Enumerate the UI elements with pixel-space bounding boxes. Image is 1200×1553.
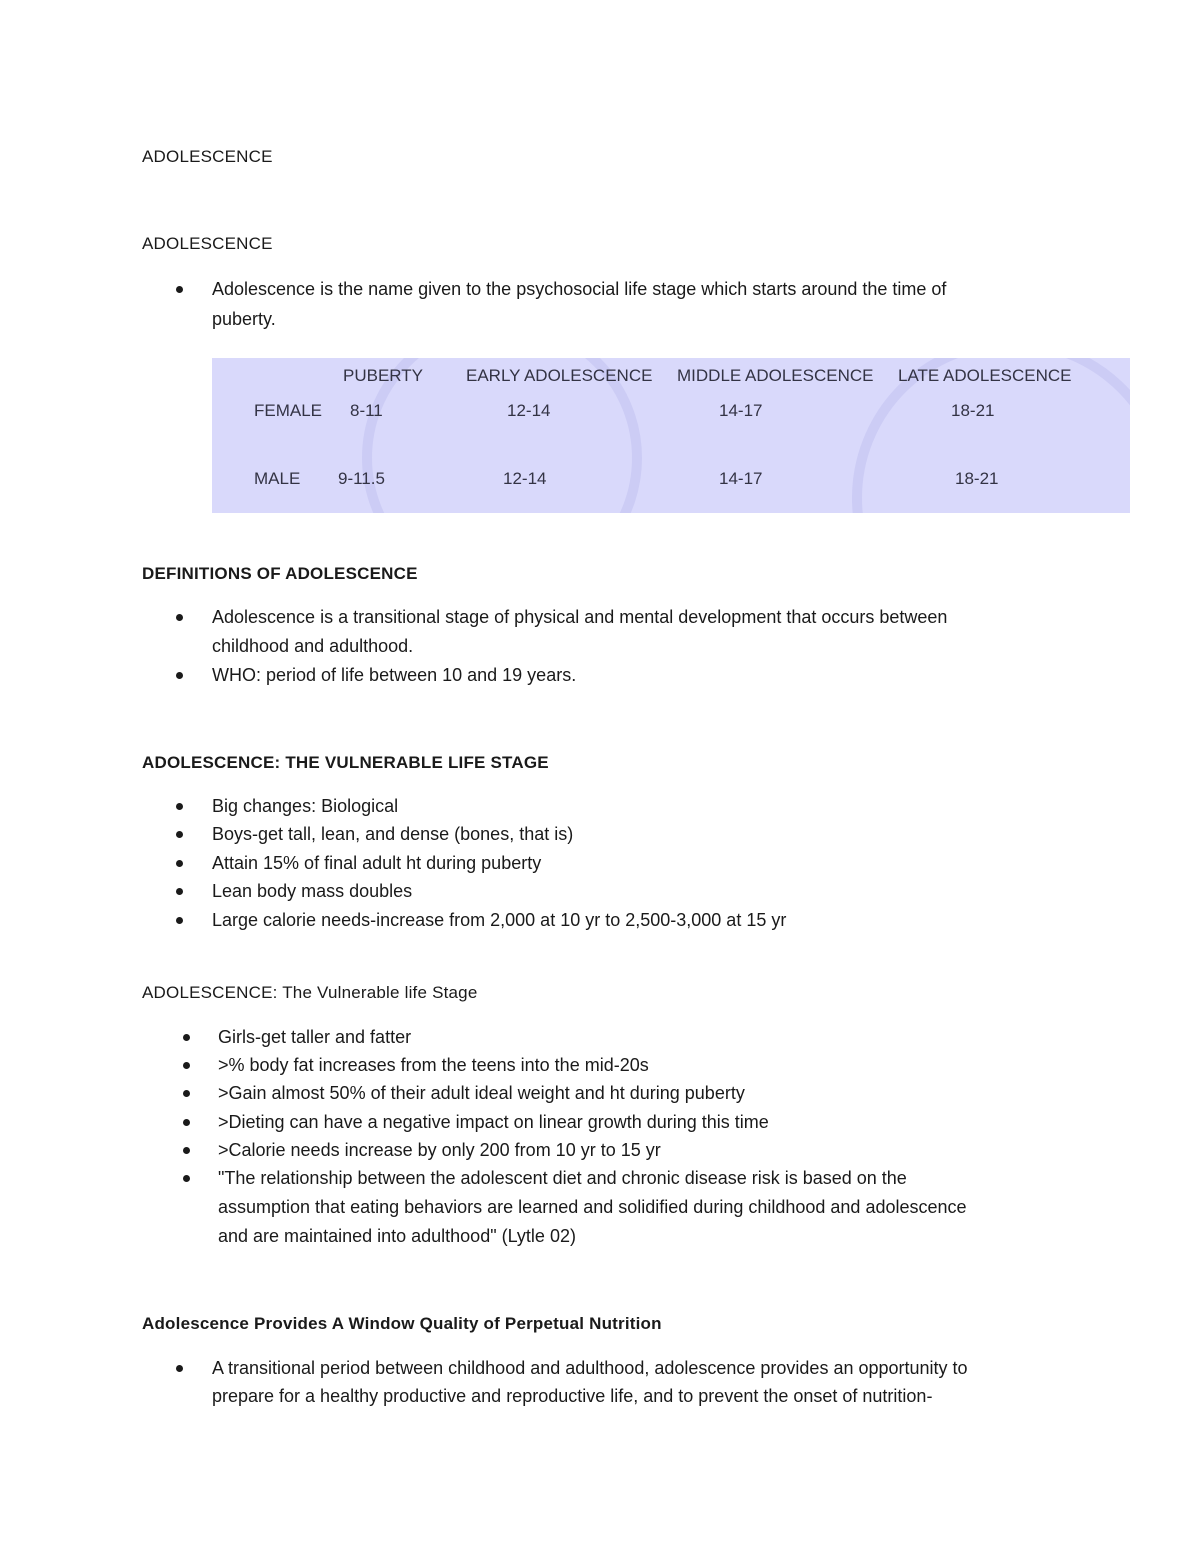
vulnerable-heading: ADOLESCENCE: THE VULNERABLE LIFE STAGE [142, 753, 549, 772]
intro-bullet-line-1: Adolescence is the name given to the psychosocial life stage which starts around the time of [212, 279, 947, 299]
definitions-bullet-1-line-1: Adolescence is a transitional stage of physical and mental development that occurs between [212, 607, 948, 627]
window-heading: Adolescence Provides A Window Quality of Perpetual Nutrition [142, 1314, 662, 1333]
table-header-puberty: PUBERTY [343, 366, 423, 385]
bullet-icon [176, 1365, 183, 1372]
table-cell: 14-17 [719, 469, 763, 488]
table-header-early: EARLY ADOLESCENCE [466, 366, 653, 385]
bullet-icon [176, 614, 183, 621]
list-item: Big changes: Biological [212, 796, 399, 816]
quote-line-1: "The relationship between the adolescent diet and chronic disease risk is based on the [218, 1168, 907, 1188]
table-cell: 8-11 [350, 401, 383, 420]
bullet-icon [183, 1147, 190, 1154]
bullet-icon [176, 860, 183, 867]
table-header-middle: MIDDLE ADOLESCENCE [677, 366, 874, 385]
table-cell: 9-11.5 [338, 469, 385, 488]
bullet-icon [176, 672, 183, 679]
intro-bullet-line-2: puberty. [212, 309, 276, 329]
table-cell: 12-14 [503, 469, 547, 488]
quote-line-2: assumption that eating behaviors are learned and solidified during childhood and adolescence [218, 1197, 967, 1217]
table-cell: 12-14 [507, 401, 551, 420]
vulnerable2-heading: ADOLESCENCE: The Vulnerable life Stage [142, 983, 478, 1002]
table-row-label-female: FEMALE [254, 401, 323, 420]
table-cell: 14-17 [719, 401, 763, 420]
list-item: Large calorie needs-increase from 2,000 at 10 yr to 2,500-3,000 at 15 yr [212, 910, 787, 930]
document-title: ADOLESCENCE [142, 147, 273, 166]
list-item: >Dieting can have a negative impact on linear growth during this time [218, 1112, 769, 1132]
list-item: >Calorie needs increase by only 200 from 10 yr to 15 yr [218, 1140, 661, 1160]
bullet-icon [183, 1062, 190, 1069]
age-stage-table [212, 358, 1130, 513]
list-item: Girls-get taller and fatter [218, 1027, 412, 1047]
table-cell: 18-21 [951, 401, 995, 420]
bullet-icon [176, 803, 183, 810]
list-item: Lean body mass doubles [212, 881, 413, 901]
bullet-icon [183, 1175, 190, 1182]
list-item: >Gain almost 50% of their adult ideal weight and ht during puberty [218, 1083, 745, 1103]
bullet-icon [183, 1034, 190, 1041]
intro-heading: ADOLESCENCE [142, 234, 273, 253]
list-item: Boys-get tall, lean, and dense (bones, that is) [212, 824, 574, 844]
bullet-icon [176, 286, 183, 293]
definitions-bullet-2: WHO: period of life between 10 and 19 years. [212, 665, 577, 685]
table-cell: 18-21 [955, 469, 999, 488]
window-bullet-line-2: prepare for a healthy productive and reproductive life, and to prevent the onset of nutrition- [212, 1386, 933, 1406]
definitions-heading: DEFINITIONS OF ADOLESCENCE [142, 564, 418, 583]
bullet-icon [176, 831, 183, 838]
window-bullet-line-1: A transitional period between childhood and adulthood, adolescence provides an opportunity to [212, 1358, 968, 1378]
list-item: >% body fat increases from the teens into the mid-20s [218, 1055, 649, 1075]
quote-line-3: and are maintained into adulthood" (Lytle 02) [218, 1226, 576, 1246]
bullet-icon [176, 917, 183, 924]
bullet-icon [183, 1090, 190, 1097]
definitions-bullet-1-line-2: childhood and adulthood. [212, 636, 414, 656]
list-item: Attain 15% of final adult ht during puberty [212, 853, 542, 873]
bullet-icon [183, 1119, 190, 1126]
table-row-label-male: MALE [254, 469, 301, 488]
table-header-late: LATE ADOLESCENCE [898, 366, 1072, 385]
bullet-icon [176, 888, 183, 895]
